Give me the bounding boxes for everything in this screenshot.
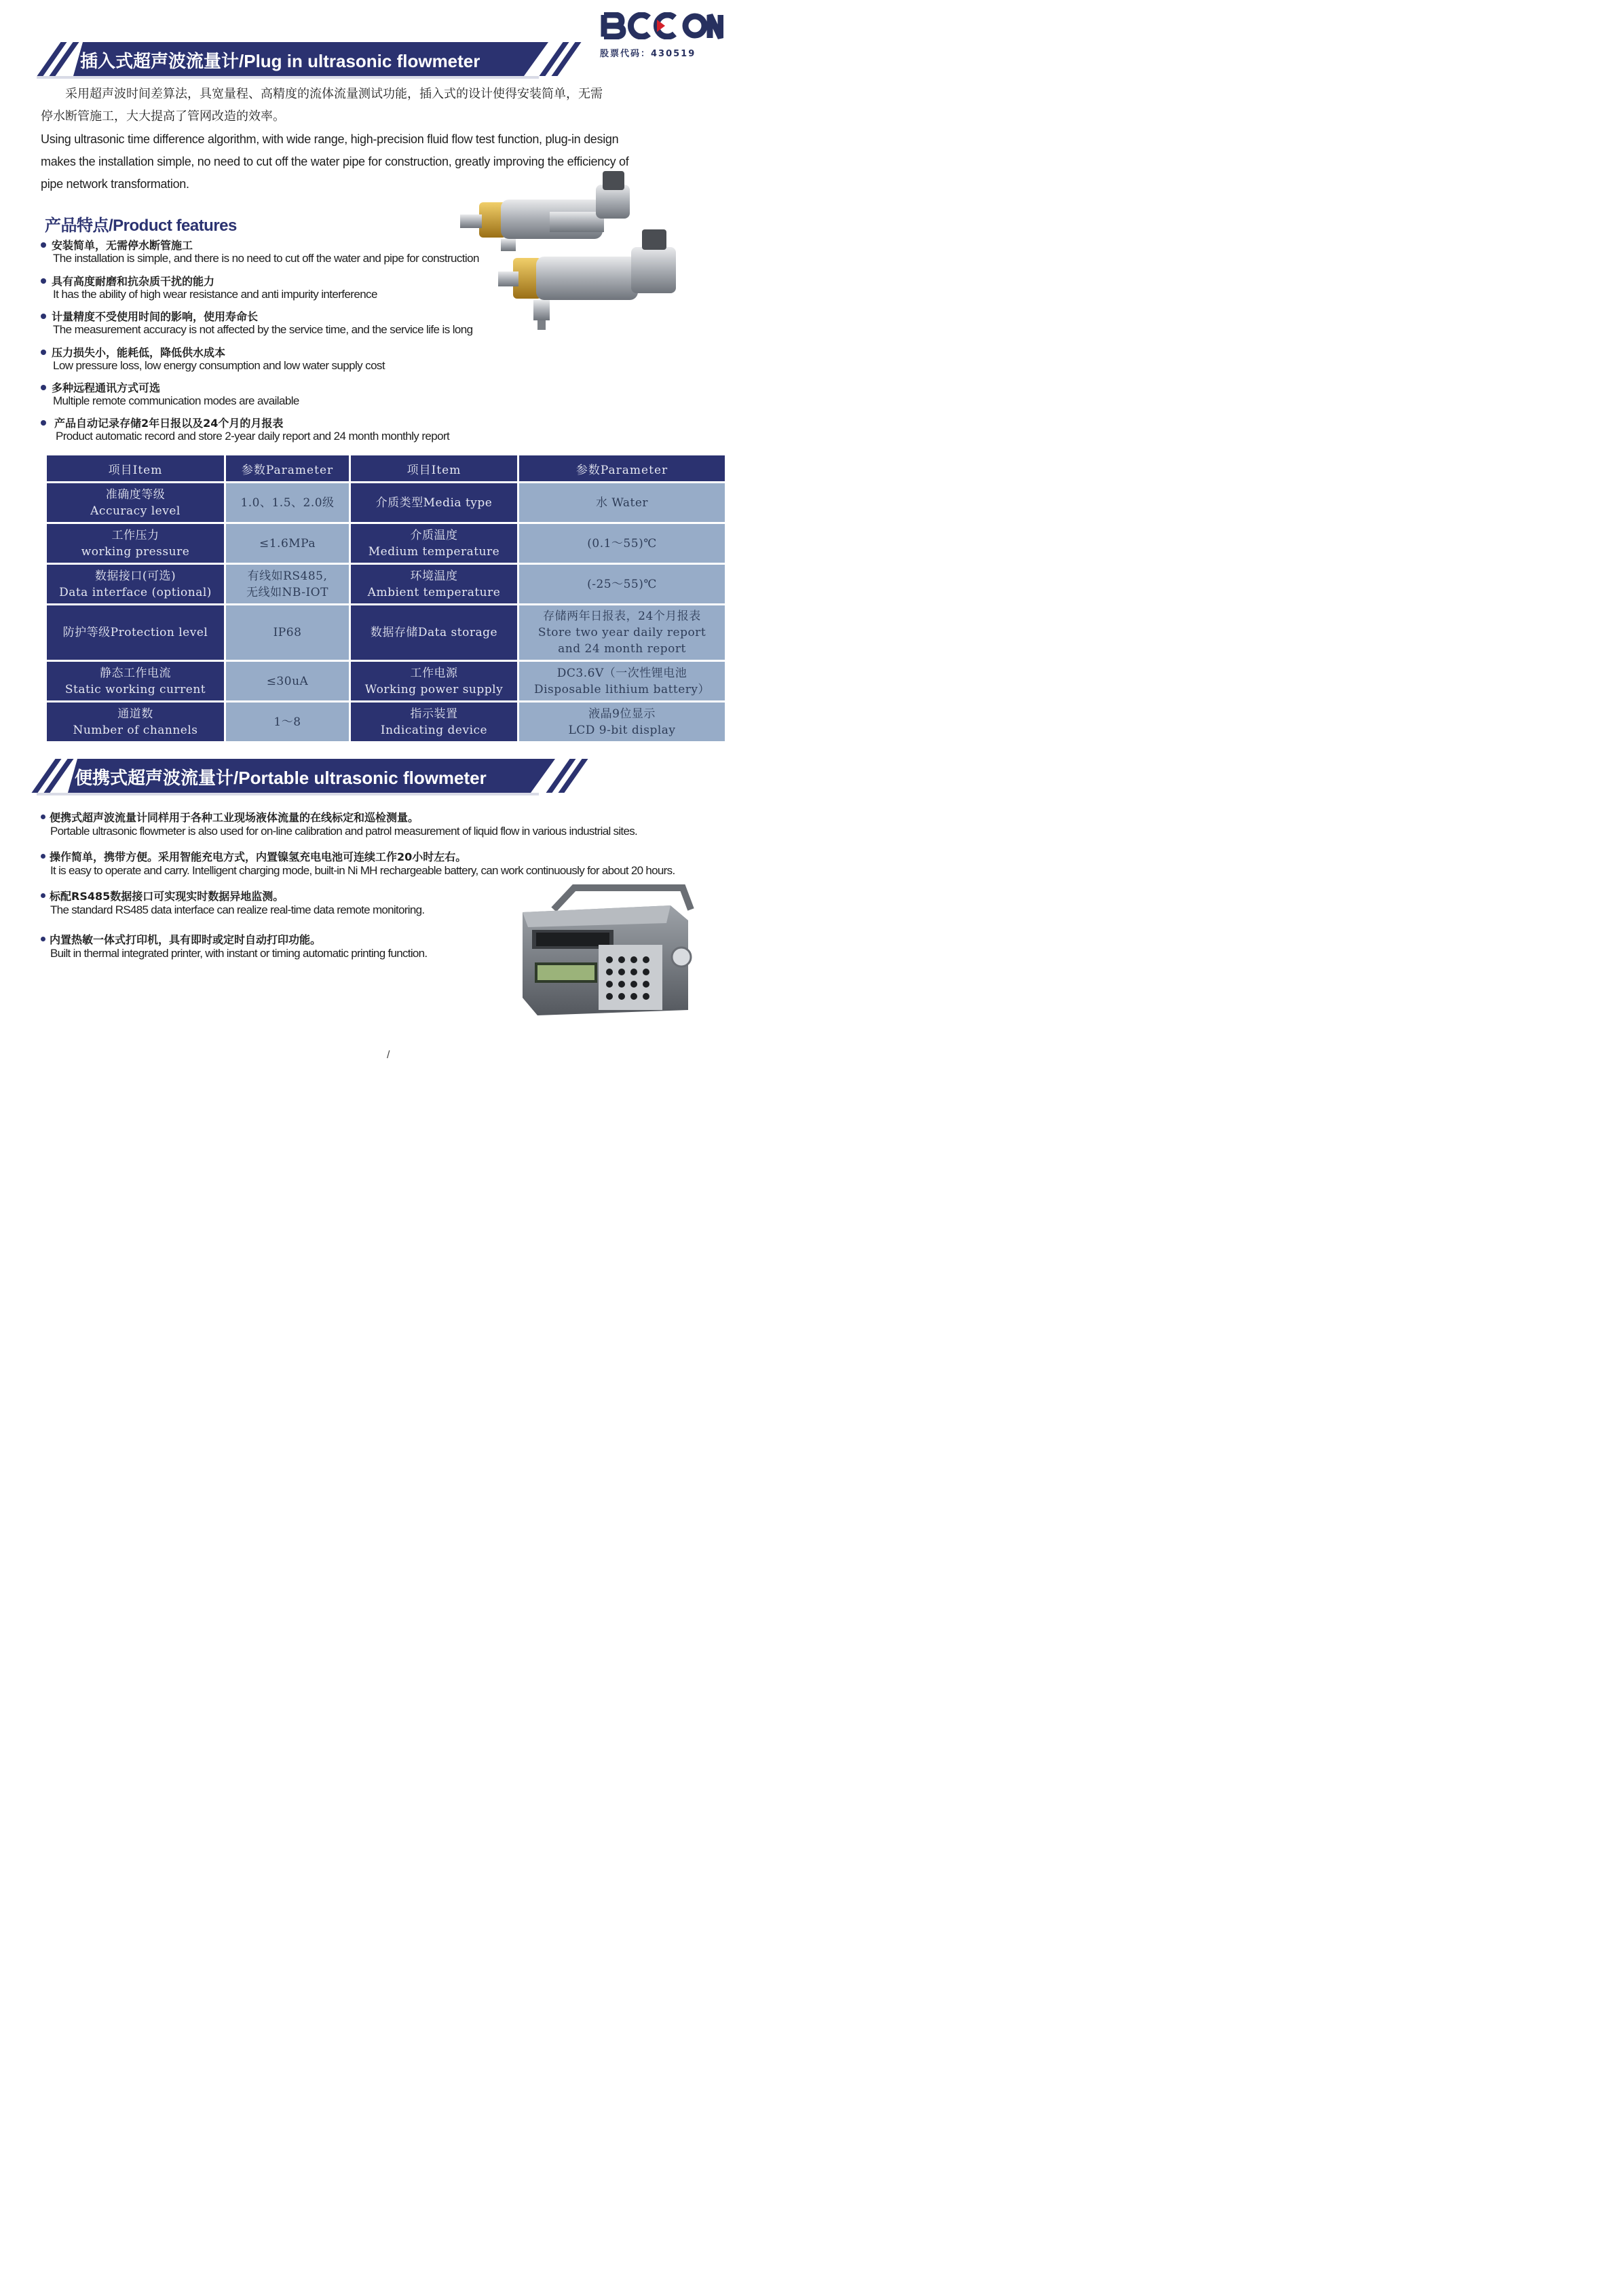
- feature-item: 产品自动记录存储2年日报以及24个月的月报表 Product automatic record and store 2-year daily report and 24 month monthly report: [41, 417, 449, 443]
- bullet-icon: [41, 314, 46, 319]
- logo-wordmark: [600, 12, 729, 45]
- item-cell: 静态工作电流 Static working current: [47, 662, 224, 700]
- intro-en-line1: Using ultrasonic time difference algorithm, with wide range, high-precision fluid flow test function, plug-in design: [41, 132, 619, 146]
- header-item: 项目Item: [351, 455, 517, 481]
- value-cell: 1～8: [226, 702, 349, 741]
- table-row: [47, 565, 725, 603]
- portable-feature-item: 标配RS485数据接口可实现实时数据异地监测。 The standard RS485 data interface can realize real-time data remote monitoring.: [41, 890, 424, 917]
- portable-flowmeter-photo: [513, 882, 710, 1018]
- item-cell: 介质类型Media type: [351, 483, 517, 522]
- table-header-row: [47, 455, 725, 481]
- portable-feature-item: 便携式超声波流量计同样用于各种工业现场液体流量的在线标定和巡检测量。 Portable ultrasonic flowmeter is also used for on-line calibration and patrol measurement of liquid flow in various industrial sites.: [41, 811, 637, 838]
- value-cell: ≤1.6MPa: [226, 524, 349, 563]
- page-marker: /: [387, 1049, 390, 1061]
- bullet-icon: [41, 420, 46, 426]
- table-row: [47, 483, 725, 522]
- table-row: [47, 605, 725, 660]
- stock-code: 股票代码：430519: [600, 49, 696, 59]
- item-cell: 准确度等级 Accuracy level: [47, 483, 224, 522]
- portable-flowmeter-icon: [513, 882, 710, 1018]
- table-row: [47, 662, 725, 700]
- item-cell: 工作压力 working pressure: [47, 524, 224, 563]
- feature-item: 多种远程通讯方式可选 Multiple remote communication modes are available: [41, 381, 299, 407]
- features-title: 产品特点/Product features: [45, 217, 237, 235]
- value-cell: (-25～55)℃: [519, 565, 725, 603]
- bullet-icon: [41, 854, 45, 859]
- item-cell: 防护等级Protection level: [47, 605, 224, 660]
- value-cell: 存储两年日报表，24个月报表 Store two year daily report and 24 month report: [519, 605, 725, 660]
- bullet-icon: [41, 385, 46, 390]
- value-cell: IP68: [226, 605, 349, 660]
- intro-cn-line2: 停水断管施工，大大提高了管网改造的效率。: [41, 109, 285, 124]
- item-cell: 通道数 Number of channels: [47, 702, 224, 741]
- bullet-icon: [41, 814, 45, 819]
- intro-en-line2: makes the installation simple, no need to cut off the water pipe for construction, greatly improving the efficiency of: [41, 155, 629, 168]
- table-row: [47, 702, 725, 741]
- item-cell: 介质温度 Medium temperature: [351, 524, 517, 563]
- item-cell: 数据接口(可选) Data interface (optional): [47, 565, 224, 603]
- spec-table: [45, 453, 727, 743]
- flowmeter-probe-icon: [448, 155, 692, 338]
- section-title: 便携式超声波流量计/Portable ultrasonic flowmeter: [75, 768, 487, 788]
- item-cell: 工作电源 Working power supply: [351, 662, 517, 700]
- feature-item: 安装简单，无需停水断管施工 The installation is simple, and there is no need to cut off the water and pipe for construction: [41, 239, 479, 265]
- company-logo: [600, 12, 729, 59]
- item-cell: 环境温度 Ambient temperature: [351, 565, 517, 603]
- item-cell: 指示装置 Indicating device: [351, 702, 517, 741]
- value-cell: (0.1～55)℃: [519, 524, 725, 563]
- bullet-icon: [41, 350, 46, 355]
- section-banner-plug-in: [31, 42, 574, 76]
- feature-item: 计量精度不受使用时间的影响，使用寿命长 The measurement accuracy is not affected by the service time, and the service life is long: [41, 310, 472, 336]
- bullet-icon: [41, 937, 45, 941]
- bullet-icon: [41, 893, 45, 898]
- header-parameter: 参数Parameter: [226, 455, 349, 481]
- bullet-icon: [41, 242, 46, 248]
- intro-en-line3: pipe network transformation.: [41, 177, 189, 191]
- banner-shadow: [37, 76, 539, 79]
- feature-item: 具有高度耐磨和抗杂质干扰的能力 It has the ability of high wear resistance and anti impurity interference: [41, 275, 377, 301]
- portable-feature-item: 内置热敏一体式打印机，具有即时或定时自动打印功能。 Built in thermal integrated printer, with instant or timing automatic printing function.: [41, 933, 427, 960]
- feature-item: 压力损失小，能耗低，降低供水成本 Low pressure loss, low energy consumption and low water supply cost: [41, 346, 385, 372]
- section-title: 插入式超声波流量计/Plug in ultrasonic flowmeter: [80, 51, 480, 71]
- value-cell: ≤30uA: [226, 662, 349, 700]
- plug-in-flowmeter-photo: [448, 155, 692, 338]
- intro-cn-line1: 采用超声波时间差算法，具宽量程、高精度的流体流量测试功能，插入式的设计使得安装简单，无需: [65, 87, 603, 101]
- section-banner-portable: [31, 759, 574, 793]
- header-parameter: 参数Parameter: [519, 455, 725, 481]
- bullet-icon: [41, 278, 46, 284]
- value-cell: 1.0、1.5、2.0级: [226, 483, 349, 522]
- value-cell: 液晶9位显示 LCD 9-bit display: [519, 702, 725, 741]
- header-item: 项目Item: [47, 455, 224, 481]
- item-cell: 数据存储Data storage: [351, 605, 517, 660]
- value-cell: DC3.6V（一次性锂电池 Disposable lithium battery）: [519, 662, 725, 700]
- value-cell: 有线如RS485, 无线如NB-IOT: [226, 565, 349, 603]
- portable-feature-item: 操作简单，携带方便。采用智能充电方式，内置镍氢充电电池可连续工作20小时左右。 It is easy to operate and carry. Intelligent charging mode, built-in Ni MH rechargeable battery, can work continuously for about 20 hours.: [41, 850, 675, 878]
- table-row: [47, 524, 725, 563]
- bocon-logo-icon: [600, 12, 723, 39]
- value-cell: 水 Water: [519, 483, 725, 522]
- banner-shadow: [37, 793, 539, 795]
